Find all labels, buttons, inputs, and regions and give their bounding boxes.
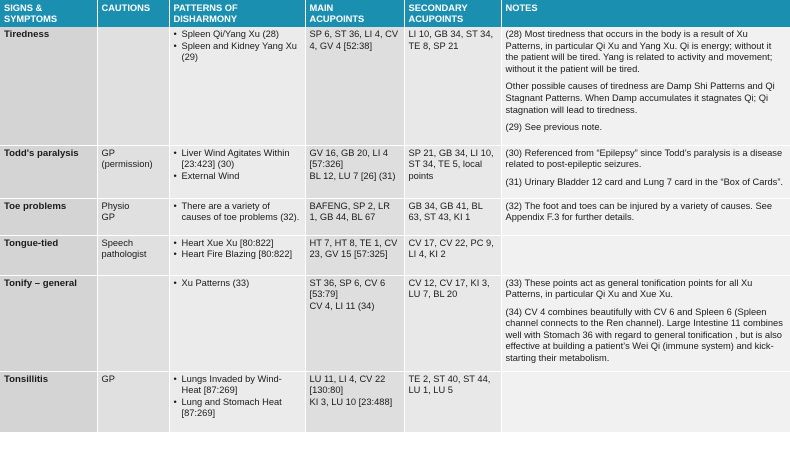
secondary-acupoints-cell xyxy=(404,275,501,371)
pattern-item-list xyxy=(174,148,301,183)
patterns-cell xyxy=(169,27,305,145)
header-cautions: CAUTIONS xyxy=(97,0,169,27)
notes-cell xyxy=(501,145,790,198)
secondary-acupoints-cell xyxy=(404,235,501,275)
caution-text: Speech xyxy=(101,237,134,248)
pattern-item-list xyxy=(174,201,301,224)
caution-cell xyxy=(97,371,169,432)
pattern-item-list xyxy=(174,278,301,290)
sign-cell-tiredness: Tiredness xyxy=(0,27,97,145)
pattern-item-list xyxy=(174,374,301,420)
table-row xyxy=(0,27,790,145)
pattern-item: • Spleen Qi/Yang Xu (28) xyxy=(174,29,301,41)
patterns-cell xyxy=(169,198,305,235)
secondary-acupoints-text: LI 10, GB 34, ST 34, TE 8, SP 21 xyxy=(408,29,494,51)
main-acupoints-cell xyxy=(305,371,404,432)
pattern-item: • Liver Wind Agitates Within [23:423] (30) xyxy=(174,148,301,171)
pattern-item: • Heart Fire Blazing [80:822] xyxy=(174,249,301,261)
caution-cell xyxy=(97,198,169,235)
caution-text: GP xyxy=(101,373,115,384)
secondary-acupoints-text: GB 34, GB 41, BL 63, ST 43, KI 1 xyxy=(408,200,483,223)
secondary-acupoints-cell xyxy=(404,198,501,235)
table-row xyxy=(0,198,790,235)
pattern-item: • There are a variety of causes of toe problems (32). xyxy=(174,201,301,224)
main-acupoints-text: CV 4, LI 11 (34) xyxy=(309,300,375,311)
main-acupoints-text: BL 12, LU 7 [26] (31) xyxy=(309,170,396,181)
pattern-item-list xyxy=(174,29,301,64)
table-body xyxy=(0,27,790,432)
notes-cell xyxy=(501,371,790,432)
pattern-item-list xyxy=(174,238,301,261)
sign-cell-tonsillitis: Tonsillitis xyxy=(0,371,97,432)
note-paragraph: Other possible causes of tiredness are Damp Shi Patterns and Qi Stagnant Patterns. When Damp accumulates it stagnates Qi; Qi stagnation will lead to tiredness. xyxy=(505,81,775,115)
caution-cell xyxy=(97,145,169,198)
main-acupoints-cell xyxy=(305,198,404,235)
main-acupoints-cell xyxy=(305,275,404,371)
pattern-item: • External Wind xyxy=(174,171,301,183)
table-row xyxy=(0,145,790,198)
pattern-item: • Heart Xue Xu [80:822] xyxy=(174,238,301,250)
main-acupoints-text: KI 3, LU 10 [23:488] xyxy=(309,396,393,407)
secondary-acupoints-cell xyxy=(404,371,501,432)
header-patterns-of-disharmony: PATTERNS OF DISHARMONY xyxy=(169,0,305,27)
note-paragraph: (31) Urinary Bladder 12 card and Lung 7 card in the “Box of Cards”. xyxy=(505,176,783,187)
caution-text: Physio xyxy=(101,200,130,211)
header-notes: NOTES xyxy=(501,0,790,27)
pattern-item: • Spleen and Kidney Yang Xu (29) xyxy=(174,41,301,64)
table-row xyxy=(0,371,790,432)
caution-text: pathologist xyxy=(101,249,147,260)
header-signs-symptoms: SIGNS & SYMPTOMS xyxy=(0,0,97,27)
main-acupoints-text: HT 7, HT 8, TE 1, CV 23, GV 15 [57:325] xyxy=(309,237,398,260)
patterns-cell xyxy=(169,371,305,432)
caution-cell xyxy=(97,27,169,145)
table-header-row xyxy=(0,0,790,27)
caution-cell xyxy=(97,275,169,371)
patterns-cell xyxy=(169,145,305,198)
pattern-item: • Xu Patterns (33) xyxy=(174,278,301,290)
main-acupoints-text: LU 11, LI 4, CV 22 [130:80] xyxy=(309,373,386,396)
main-acupoints-text: SP 6, ST 36, LI 4, CV 4, GV 4 [52:38] xyxy=(309,29,399,51)
patterns-cell xyxy=(169,235,305,275)
note-paragraph: (34) CV 4 combines beautifully with CV 6 and Spleen 6 (Spleen channel connects to the Ren channel). Large Intestine 11 combines well with Stomach 36 with regard to general tonification , but is also effective at building a patient’s Wei Qi (immune system) and kick-starting their metabolism. xyxy=(505,306,783,364)
notes-cell xyxy=(501,235,790,275)
secondary-acupoints-text: SP 21, GB 34, LI 10, ST 34, TE 5, local points xyxy=(408,147,494,181)
secondary-acupoints-cell xyxy=(404,27,501,145)
main-acupoints-cell xyxy=(305,145,404,198)
header-secondary-acupoints: SECONDARY ACUPOINTS xyxy=(404,0,501,27)
main-acupoints-cell xyxy=(305,235,404,275)
pattern-item: • Lungs Invaded by Wind-Heat [87:269] xyxy=(174,374,301,397)
sign-cell-todds-paralysis: Todd's paralysis xyxy=(0,145,97,198)
notes-cell xyxy=(501,198,790,235)
header-main-acupoints: MAIN ACUPOINTS xyxy=(305,0,404,27)
caution-text: GP xyxy=(101,147,115,158)
secondary-acupoints-text: CV 12, CV 17, KI 3, LU 7, BL 20 xyxy=(408,277,490,300)
note-paragraph: (28) Most tiredness that occurs in the body is a result of Xu Patterns, in particular Qi Xu and Yang Xu. Qi is energy; without it the patient will be tired. Yang is related to activity and movement; without it the patient will be tired. xyxy=(505,29,773,74)
patterns-cell xyxy=(169,275,305,371)
note-paragraph: (33) These points act as general tonification points for all Xu Patterns, in particular Qi Xu and Xue Xu. xyxy=(505,277,753,300)
main-acupoints-text: ST 36, SP 6, CV 6 [53:79] xyxy=(309,277,386,300)
notes-cell xyxy=(501,275,790,371)
pattern-item: • Lung and Stomach Heat [87:269] xyxy=(174,397,301,420)
notes-cell xyxy=(501,27,790,145)
main-acupoints-text: BAFENG, SP 2, LR 1, GB 44, BL 67 xyxy=(309,200,390,223)
caution-cell xyxy=(97,235,169,275)
caution-text: GP xyxy=(101,212,115,223)
sign-cell-toe-problems: Toe problems xyxy=(0,198,97,235)
main-acupoints-text: GV 16, GB 20, LI 4 [57:326] xyxy=(309,147,389,170)
main-acupoints-cell xyxy=(305,27,404,145)
caution-text: (permission) xyxy=(101,159,153,170)
note-paragraph: (29) See previous note. xyxy=(505,122,603,133)
sign-cell-tongue-tied: Tongue-tied xyxy=(0,235,97,275)
note-paragraph: (32) The foot and toes can be injured by a variety of causes. See Appendix F.3 for further details. xyxy=(505,200,773,223)
table-row xyxy=(0,275,790,371)
secondary-acupoints-cell xyxy=(404,145,501,198)
secondary-acupoints-text: CV 17, CV 22, PC 9, LI 4, KI 2 xyxy=(408,237,494,260)
note-paragraph: (30) Referenced from “Epilepsy” since Todd’s paralysis is a disease related to post-epileptic seizures. xyxy=(505,147,783,170)
secondary-acupoints-text: TE 2, ST 40, ST 44, LU 1, LU 5 xyxy=(408,373,491,396)
table-row xyxy=(0,235,790,275)
sign-cell-tonify-general: Tonify – general xyxy=(0,275,97,371)
